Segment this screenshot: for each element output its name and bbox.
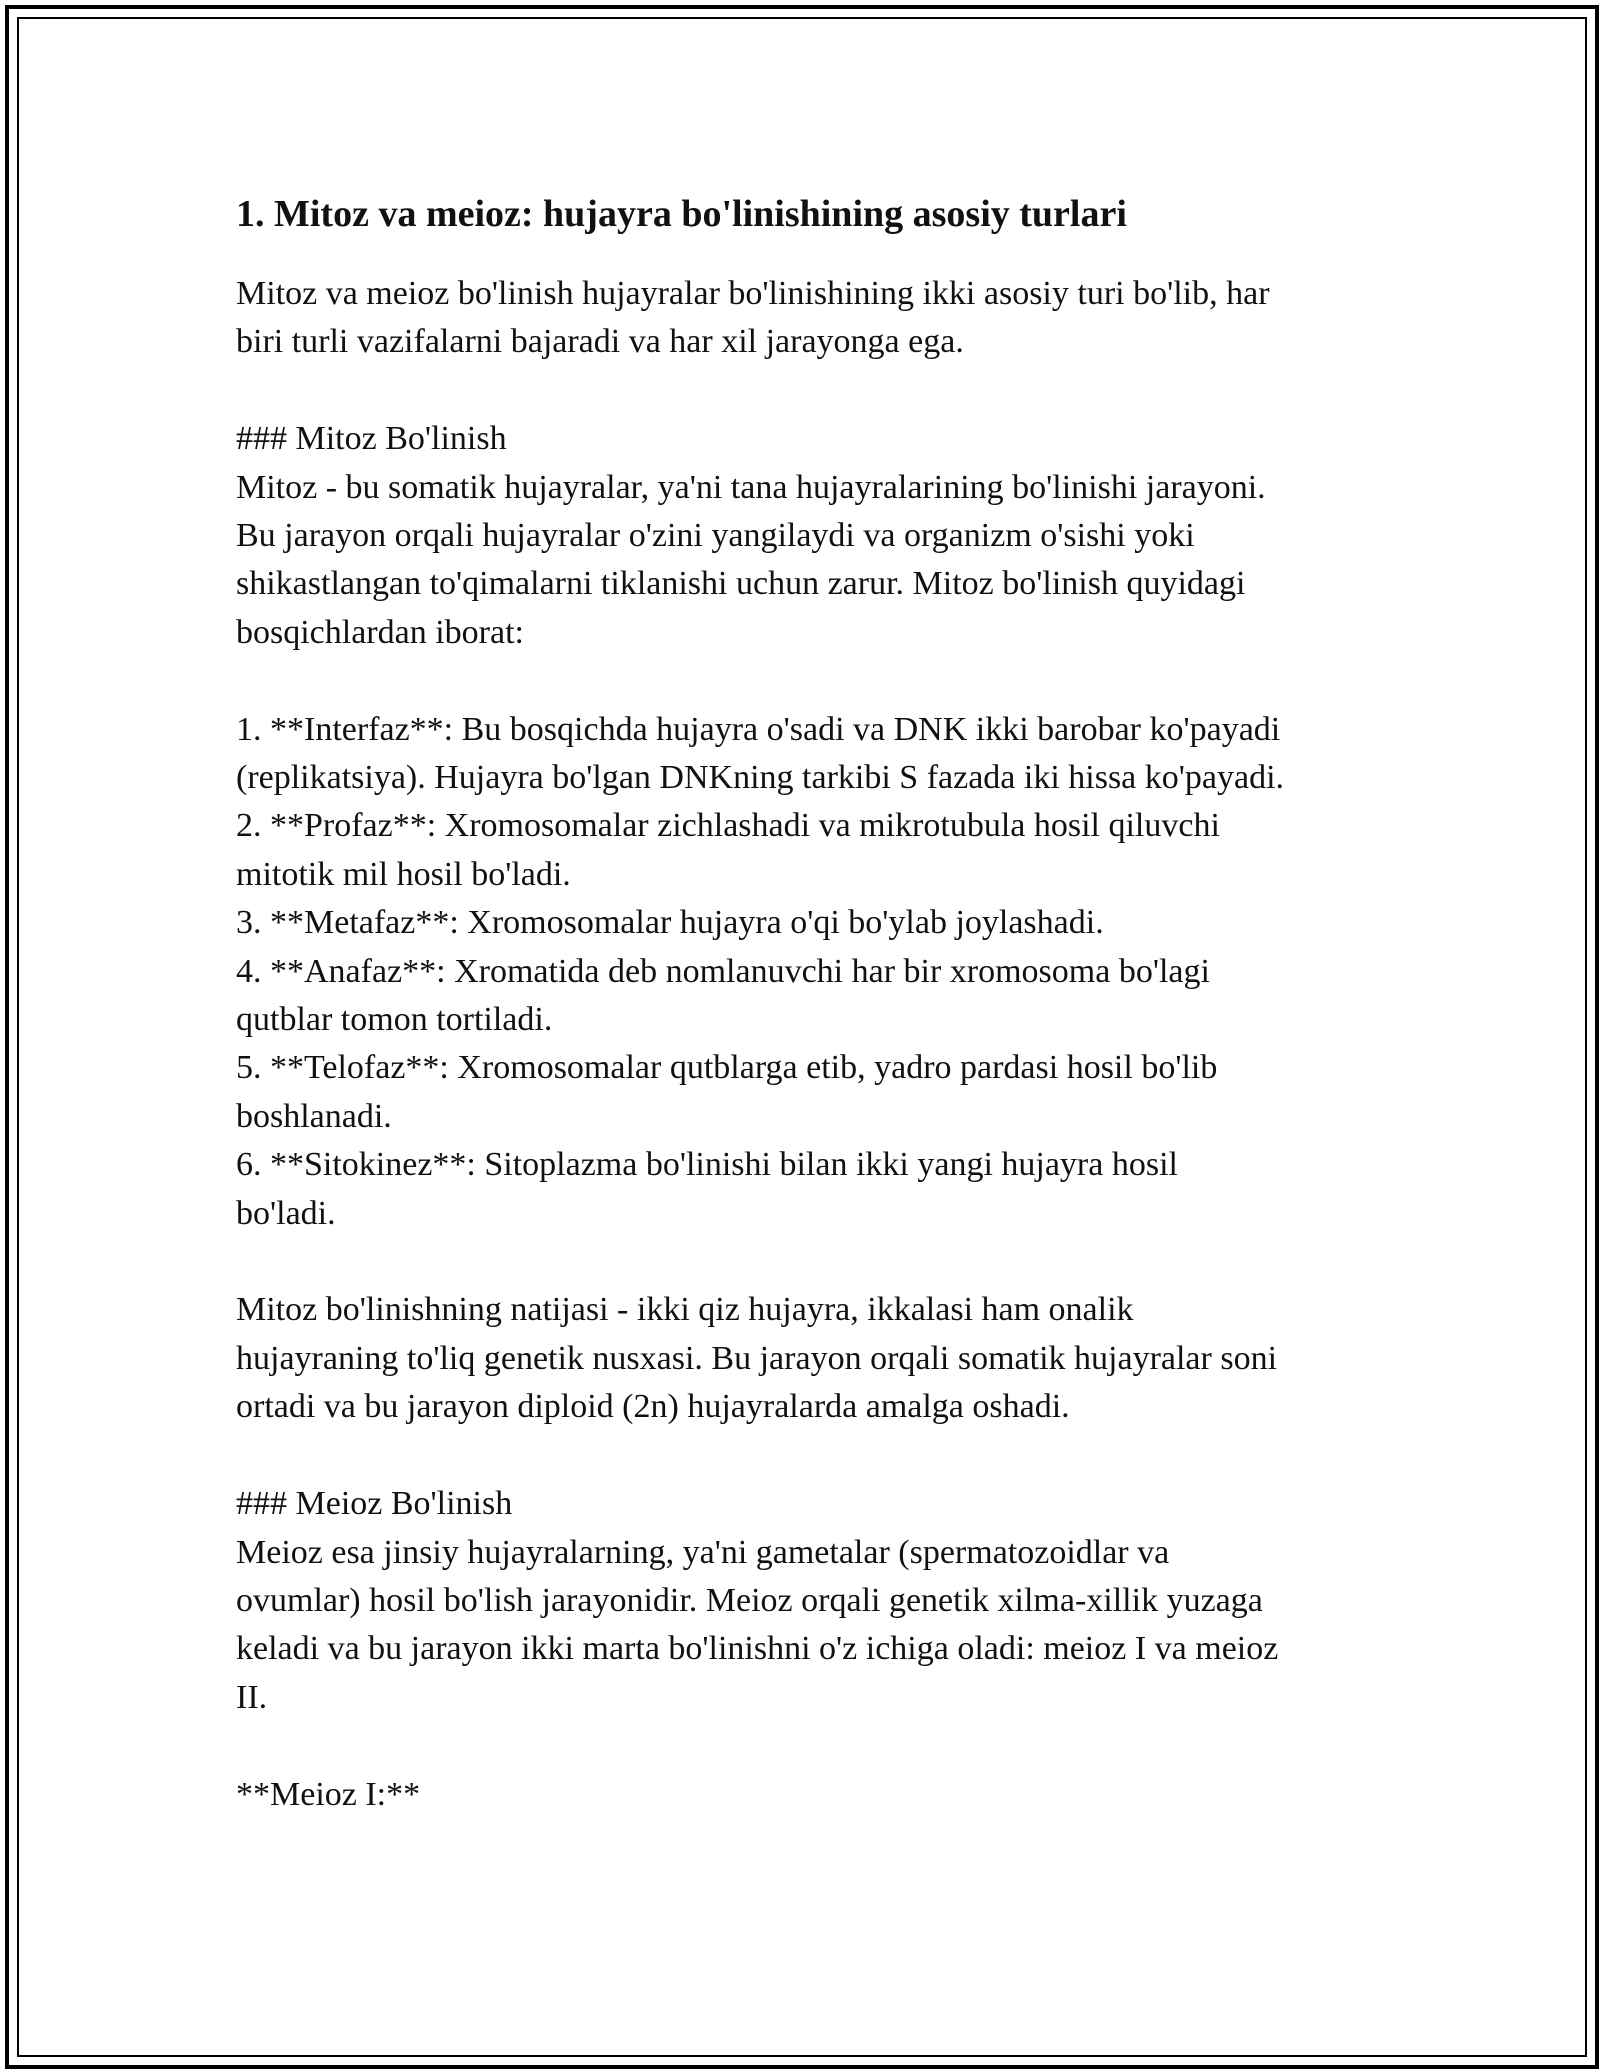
list-item-line: qutblar tomon tortiladi. <box>236 1001 553 1039</box>
text-line: Meioz esa jinsiy hujayralarning, ya'ni gametalar (spermatozoidlar va <box>236 1533 1170 1571</box>
meioz-heading: ### Meioz Bo'linish <box>236 1485 513 1523</box>
text-line: bosqichlardan iborat: <box>236 613 524 651</box>
meioz-one-label: **Meioz I:** <box>236 1775 421 1813</box>
list-item-line: 2. **Profaz**: Xromosomalar zichlashadi va mikrotubula hosil qiluvchi <box>236 807 1220 845</box>
text-line: biri turli vazifalarni bajaradi va har xil jarayonga ega. <box>236 323 964 361</box>
paragraph-spacer <box>236 1238 1386 1286</box>
list-item-line: boshlanadi. <box>236 1097 392 1135</box>
meioz-paragraph <box>236 1529 1386 1723</box>
list-item-line: 5. **Telofaz**: Xromosomalar qutblarga etib, yadro pardasi hosil bo'lib <box>236 1049 1218 1087</box>
text-line: Mitoz bo'linishning natijasi - ikki qiz hujayra, ikkalasi ham onalik <box>236 1291 1134 1329</box>
list-item-line: mitotik mil hosil bo'ladi. <box>236 855 571 893</box>
list-item-line: 1. **Interfaz**: Bu bosqichda hujayra o'sadi va DNK ikki barobar ko'payadi <box>236 710 1281 748</box>
text-line: II. <box>236 1678 268 1716</box>
text-line: Bu jarayon orqali hujayralar o'zini yangilaydi va organizm o'sishi yoki <box>236 517 1195 555</box>
paragraph-spacer <box>236 657 1386 705</box>
paragraph-spacer <box>236 1432 1386 1480</box>
text-line: ovumlar) hosil bo'lish jarayonidir. Meioz orqali genetik xilma-xillik yuzaga <box>236 1581 1263 1619</box>
mitoz-paragraph <box>236 464 1386 658</box>
paragraph-spacer <box>236 1722 1386 1770</box>
intro-paragraph <box>236 270 1386 367</box>
mitoz-heading: ### Mitoz Bo'linish <box>236 420 507 458</box>
text-line: Mitoz - bu somatik hujayralar, ya'ni tana hujayralarining bo'linishi jarayoni. <box>236 468 1266 506</box>
list-item-line: 3. **Metafaz**: Xromosomalar hujayra o'qi bo'ylab joylashadi. <box>236 904 1104 942</box>
list-item-line: (replikatsiya). Hujayra bo'lgan DNKning tarkibi S fazada iki hissa ko'payadi. <box>236 759 1285 797</box>
list-item-line: 6. **Sitokinez**: Sitoplazma bo'linishi bilan ikki yangi hujayra hosil <box>236 1146 1178 1184</box>
text-line: shikastlangan to'qimalarni tiklanishi uchun zarur. Mitoz bo'linish quyidagi <box>236 565 1246 603</box>
document-title: 1. Mitoz va meioz: hujayra bo'linishining asosiy turlari <box>236 193 1127 235</box>
text-line: ortadi va bu jarayon diploid (2n) hujayralarda amalga oshadi. <box>236 1388 1070 1426</box>
text-line: hujayraning to'liq genetik nusxasi. Bu jarayon orqali somatik hujayralar soni <box>236 1339 1278 1377</box>
text-line: Mitoz va meioz bo'linish hujayralar bo'linishining ikki asosiy turi bo'lib, har <box>236 275 1270 312</box>
list-item-line: 4. **Anafaz**: Xromatida deb nomlanuvchi har bir xromosoma bo'lagi <box>236 952 1210 990</box>
document-body <box>236 186 1386 1819</box>
mitoz-phases-list <box>236 706 1386 1238</box>
mitoz-result-paragraph <box>236 1286 1386 1431</box>
paragraph-spacer <box>236 367 1386 415</box>
list-item-line: bo'ladi. <box>236 1194 336 1232</box>
text-line: keladi va bu jarayon ikki marta bo'linishni o'z ichiga oladi: meioz I va meioz <box>236 1630 1279 1668</box>
